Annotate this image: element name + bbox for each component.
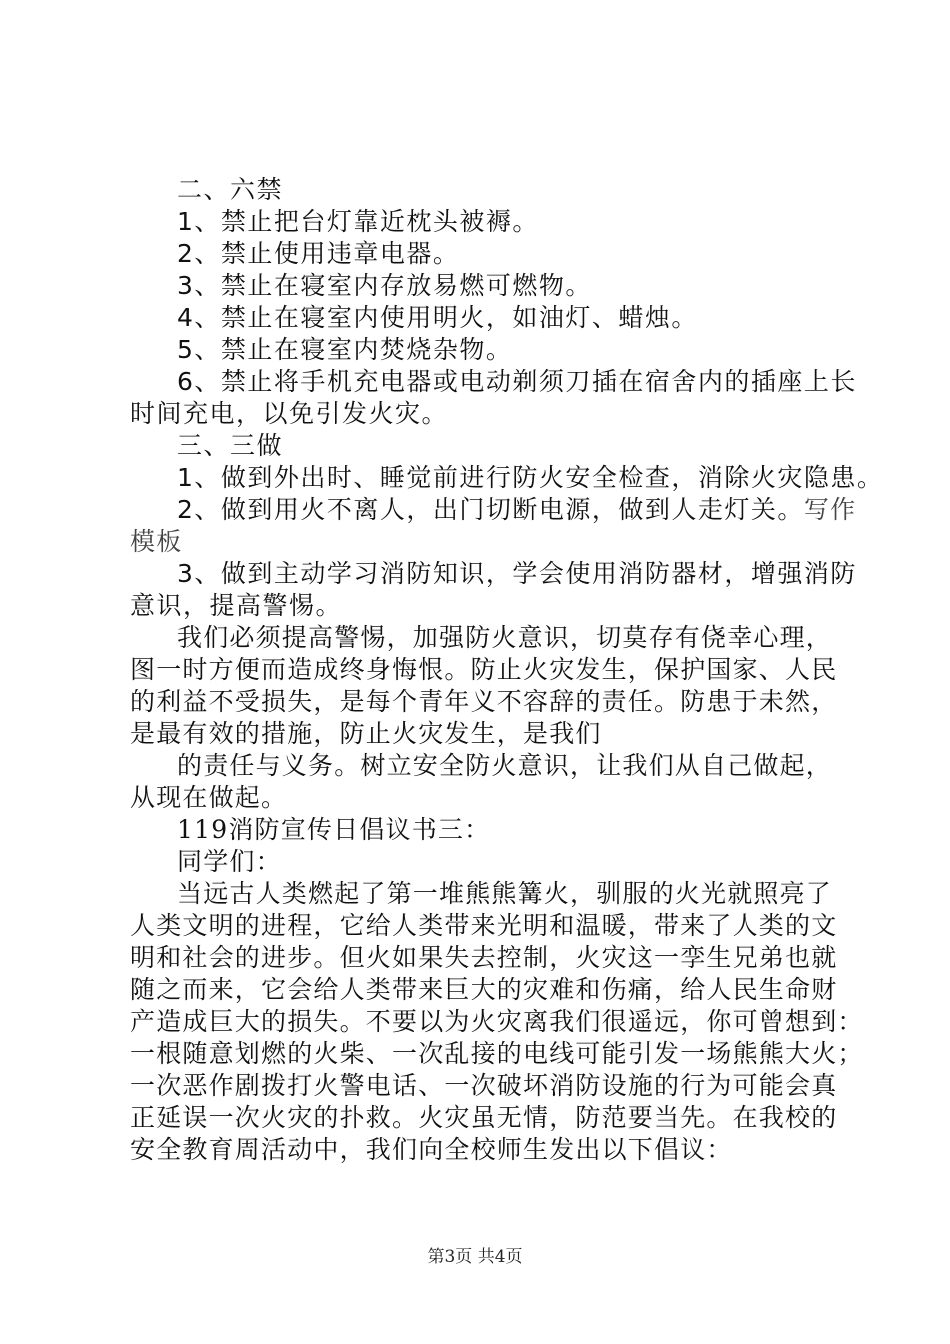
section-heading-six-prohibitions: 二、六禁 <box>177 175 284 204</box>
paragraph-3-line-5: 产造成巨大的损失。不要以为火灾离我们很遥远，你可曾想到： <box>130 1007 864 1036</box>
page-number-footer: 第3页 共4页 <box>427 1247 523 1267</box>
paragraph-2-line-1: 的责任与义务。树立安全防火意识，让我们从自己做起， <box>177 751 833 780</box>
paragraph-3-line-8: 正延误一次火灾的扑救。火灾虽无情，防范要当先。在我校的 <box>130 1103 838 1132</box>
do-item-2-text: 2、做到用火不离人，出门切断电源，做到人走灯关。 <box>177 495 804 524</box>
paragraph-3-line-3: 明和社会的进步。但火如果失去控制，火灾这一孪生兄弟也就 <box>130 943 838 972</box>
paragraph-3-line-4: 随之而来，它会给人类带来巨大的灾难和伤痛，给人民生命财 <box>130 975 838 1004</box>
do-item-2-appended-text: 写作 <box>803 495 857 524</box>
paragraph-1-line-1: 我们必须提高警惕，加强防火意识，切莫存有侥幸心理， <box>177 623 833 652</box>
paragraph-3-line-2: 人类文明的进程，它给人类带来光明和温暖，带来了人类的文 <box>130 911 838 940</box>
do-item-1: 1、做到外出时、睡觉前进行防火安全检查，消除火灾隐患。 <box>177 463 884 492</box>
paragraph-3-line-7: 一次恶作剧拨打火警电话、一次破坏消防设施的行为可能会真 <box>130 1071 838 1100</box>
do-item-3-line-1: 3、做到主动学习消防知识，学会使用消防器材，增强消防 <box>177 559 857 588</box>
prohibition-item-6-line-2: 时间充电，以免引发火灾。 <box>130 399 449 428</box>
paragraph-1-line-3: 的利益不受损失，是每个青年义不容辞的责任。防患于未然， <box>130 687 838 716</box>
prohibition-item-6-line-1: 6、禁止将手机充电器或电动剃须刀插在宿舍内的插座上长 <box>177 367 857 396</box>
paragraph-3-line-6: 一根随意划燃的火柴、一次乱接的电线可能引发一场熊熊大火； <box>130 1039 864 1068</box>
paragraph-3-line-9: 安全教育周活动中，我们向全校师生发出以下倡议： <box>130 1135 733 1164</box>
prohibition-item-5: 5、禁止在寝室内焚烧杂物。 <box>177 335 513 364</box>
paragraph-3-line-1: 当远古人类燃起了第一堆熊熊篝火，驯服的火光就照亮了 <box>177 879 833 908</box>
prohibition-item-1: 1、禁止把台灯靠近枕头被褥。 <box>177 207 539 236</box>
prohibition-item-2: 2、禁止使用违章电器。 <box>177 239 460 268</box>
prohibition-item-3: 3、禁止在寝室内存放易燃可燃物。 <box>177 271 592 300</box>
paragraph-2-line-2: 从现在做起。 <box>130 783 288 812</box>
paragraph-1-line-4: 是最有效的措施，防止火灾发生，是我们 <box>130 719 602 748</box>
greeting: 同学们： <box>177 847 282 876</box>
do-item-2-line-1 <box>177 494 857 526</box>
do-item-3-line-2: 意识，提高警惕。 <box>130 591 343 620</box>
section-heading-three-dos: 三、三做 <box>177 431 284 460</box>
prohibition-item-4: 4、禁止在寝室内使用明火，如油灯、蜡烛。 <box>177 303 698 332</box>
do-item-2-line-2: 模板 <box>130 527 183 556</box>
proposal-title: 119消防宣传日倡议书三： <box>177 815 491 844</box>
paragraph-1-line-2: 图一时方便而造成终身悔恨。防止火灾发生，保护国家、人民 <box>130 655 838 684</box>
